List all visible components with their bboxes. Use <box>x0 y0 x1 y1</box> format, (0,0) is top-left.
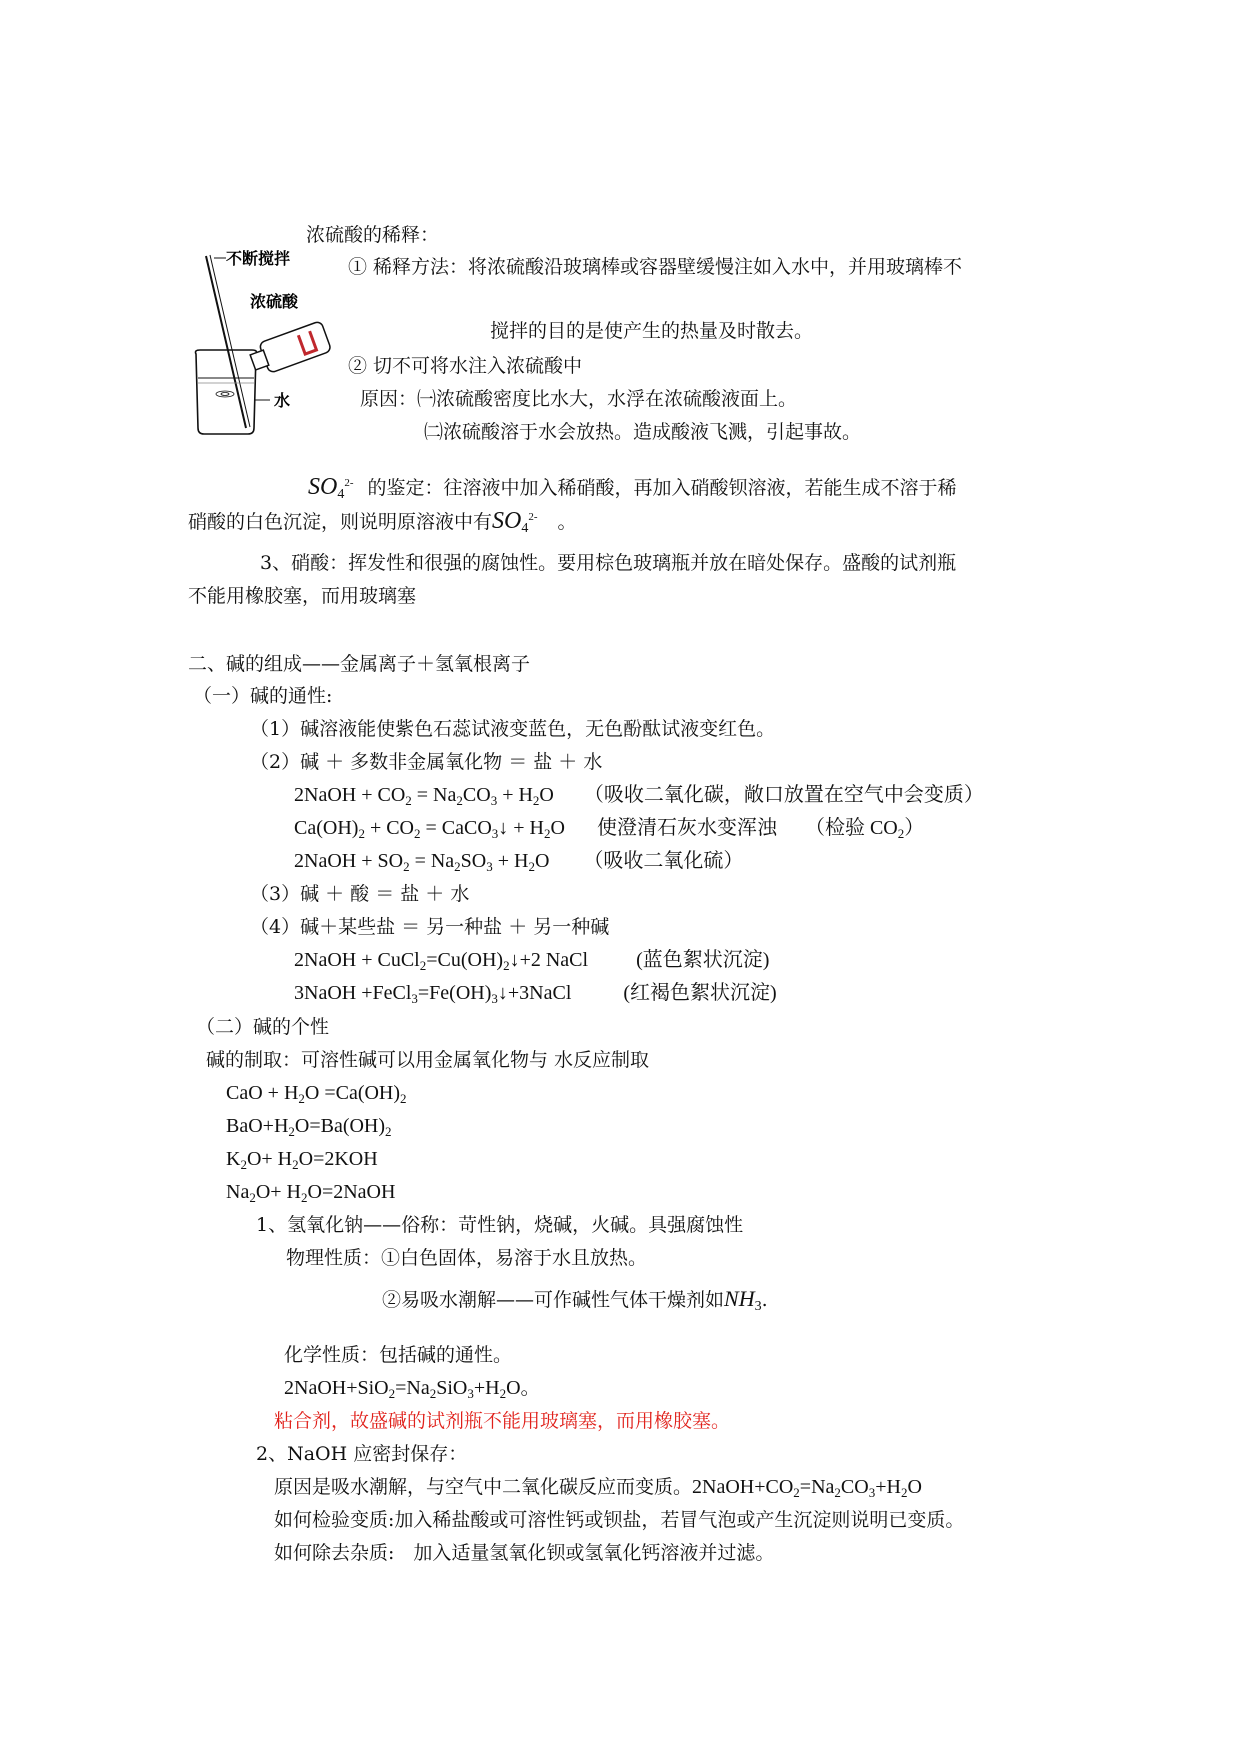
preparation-line: 碱的制取：可溶性碱可以用金属氧化物与 水反应制取 <box>206 1049 650 1071</box>
red-note: 粘合剂，故盛碱的试剂瓶不能用玻璃塞，而用橡胶塞。 <box>274 1410 731 1432</box>
sulfate-test-line2: 硝酸的白色沉淀，则说明原溶液中有$SO_4^{2-}$ 。 <box>188 508 577 536</box>
prep-equation-4: $Na_2O+$ $H_2O=2NaOH$ <box>226 1181 396 1205</box>
property-3: （3）碱 ＋ 酸 ＝ 盐 ＋ 水 <box>250 883 470 905</box>
sulfate-test-line1: $SO_4^{2-}$ 的鉴定：往溶液中加入稀硝酸，再加入硝酸钡溶液，若能生成不溶于稀 <box>308 474 957 502</box>
dilution-diagram <box>190 250 340 440</box>
naoh-title: 1、氢氧化钠——俗称：苛性钠，烧碱，火碱。具强腐蚀性 <box>256 1214 744 1236</box>
dilution-warning: ② 切不可将水注入浓硫酸中 <box>348 355 583 377</box>
storage-reason: 原因是吸水潮解，与空气中二氧化碳反应而变质。$2NaOH+CO_2=Na_2CO_3+H_2O$ <box>274 1476 922 1500</box>
dilution-title: 浓硫酸的稀释： <box>306 224 440 246</box>
base-heading: 二、碱的组成——金属离子＋氢氧根离子 <box>188 653 531 675</box>
sulfate-ion: $SO_4^{2-}$ <box>308 474 354 502</box>
prep-equation-3: $K_2O+ H_2O=2KOH$ <box>226 1148 378 1172</box>
equation-2: $Ca(OH)_2 + CO_2$ = CaCO$_3$↓ + $H_2O$ 使澄清石灰水变浑浊 （检验 $CO_2$） <box>294 817 925 841</box>
dilution-reason2: ㈡浓硫酸溶于水会放热。造成酸液飞溅，引起事故。 <box>424 421 862 443</box>
label-stir: 不断搅拌 <box>226 250 291 268</box>
nitric-line2: 不能用橡胶塞，而用玻璃塞 <box>188 585 417 607</box>
physical-property-1: 物理性质：①白色固体，易溶于水且放热。 <box>286 1247 648 1269</box>
dilution-purpose: 搅拌的目的是使产生的热量及时散去。 <box>490 320 814 342</box>
label-acid: 浓硫酸 <box>250 292 299 311</box>
property-1: （1）碱溶液能使紫色石蕊试液变蓝色，无色酚酞试液变红色。 <box>250 718 776 740</box>
beaker <box>196 350 257 434</box>
check-spoilage: 如何检验变质:加入稀盐酸或可溶性钙或钡盐，若冒气泡或产生沉淀则说明已变质。 <box>274 1509 965 1531</box>
property-4: （4）碱＋某些盐 ＝ 另一种盐 ＋ 另一种碱 <box>250 916 610 938</box>
physical-property-2: ②易吸水潮解——可作碱性气体干燥剂如$NH_3$. <box>382 1286 768 1314</box>
prep-equation-1: CaO + $H_2O =Ca(OH)_2$ <box>226 1082 407 1106</box>
common-title: （一）碱的通性: <box>193 685 333 707</box>
sio2-equation: $2NaOH+SiO_2=Na_2SiO_3+H_2O$。 <box>284 1377 541 1401</box>
label-water: 水 <box>274 391 291 410</box>
equation-5: 3NaOH $+FeCl_3=Fe(OH)_3↓+3NaCl$ (红褐色絮状沉淀) <box>294 982 777 1006</box>
chemical-property: 化学性质：包括碱的通性。 <box>284 1344 513 1366</box>
nitric-line1: 3、硝酸：挥发性和很强的腐蚀性。要用棕色玻璃瓶并放在暗处保存。盛酸的试剂瓶 <box>260 552 957 574</box>
equation-3: 2NaOH + $SO_2 = Na_2SO_3 + H_2O$ （吸收二氧化硫） <box>294 850 744 874</box>
sulfate-ion-2: $SO_4^{2-}$ <box>492 508 538 536</box>
storage-title: 2、NaOH 应密封保存： <box>256 1443 468 1465</box>
equation-1: 2NaOH + $CO_2 = Na_2CO_3 + H_2O$ （吸收二氧化碳，敞口放置在空气中会变质） <box>294 784 984 808</box>
equation-4: 2NaOH + $CuCl_2=Cu(OH)_2↓+2$ NaCl (蓝色絮状沉淀) <box>294 949 770 973</box>
ammonia-formula: $NH_3$ <box>724 1286 762 1314</box>
acid-bottle <box>247 321 331 378</box>
property-2: （2）碱 ＋ 多数非金属氧化物 ＝ 盐 ＋ 水 <box>250 751 603 773</box>
dilution-reason1: 原因：㈠浓硫酸密度比水大，水浮在浓硫酸液面上。 <box>360 388 798 410</box>
remove-impurity: 如何除去杂质: 加入适量氢氧化钡或氢氧化钙溶液并过滤。 <box>274 1542 775 1564</box>
dilution-method: ① 稀释方法：将浓硫酸沿玻璃棒或容器壁缓慢注如入水中，并用玻璃棒不 <box>348 256 963 278</box>
glass-rod <box>206 256 246 428</box>
individual-title: （二）碱的个性 <box>196 1016 330 1038</box>
prep-equation-2: $BaO+H_2O=Ba(OH)_2$ <box>226 1115 392 1139</box>
